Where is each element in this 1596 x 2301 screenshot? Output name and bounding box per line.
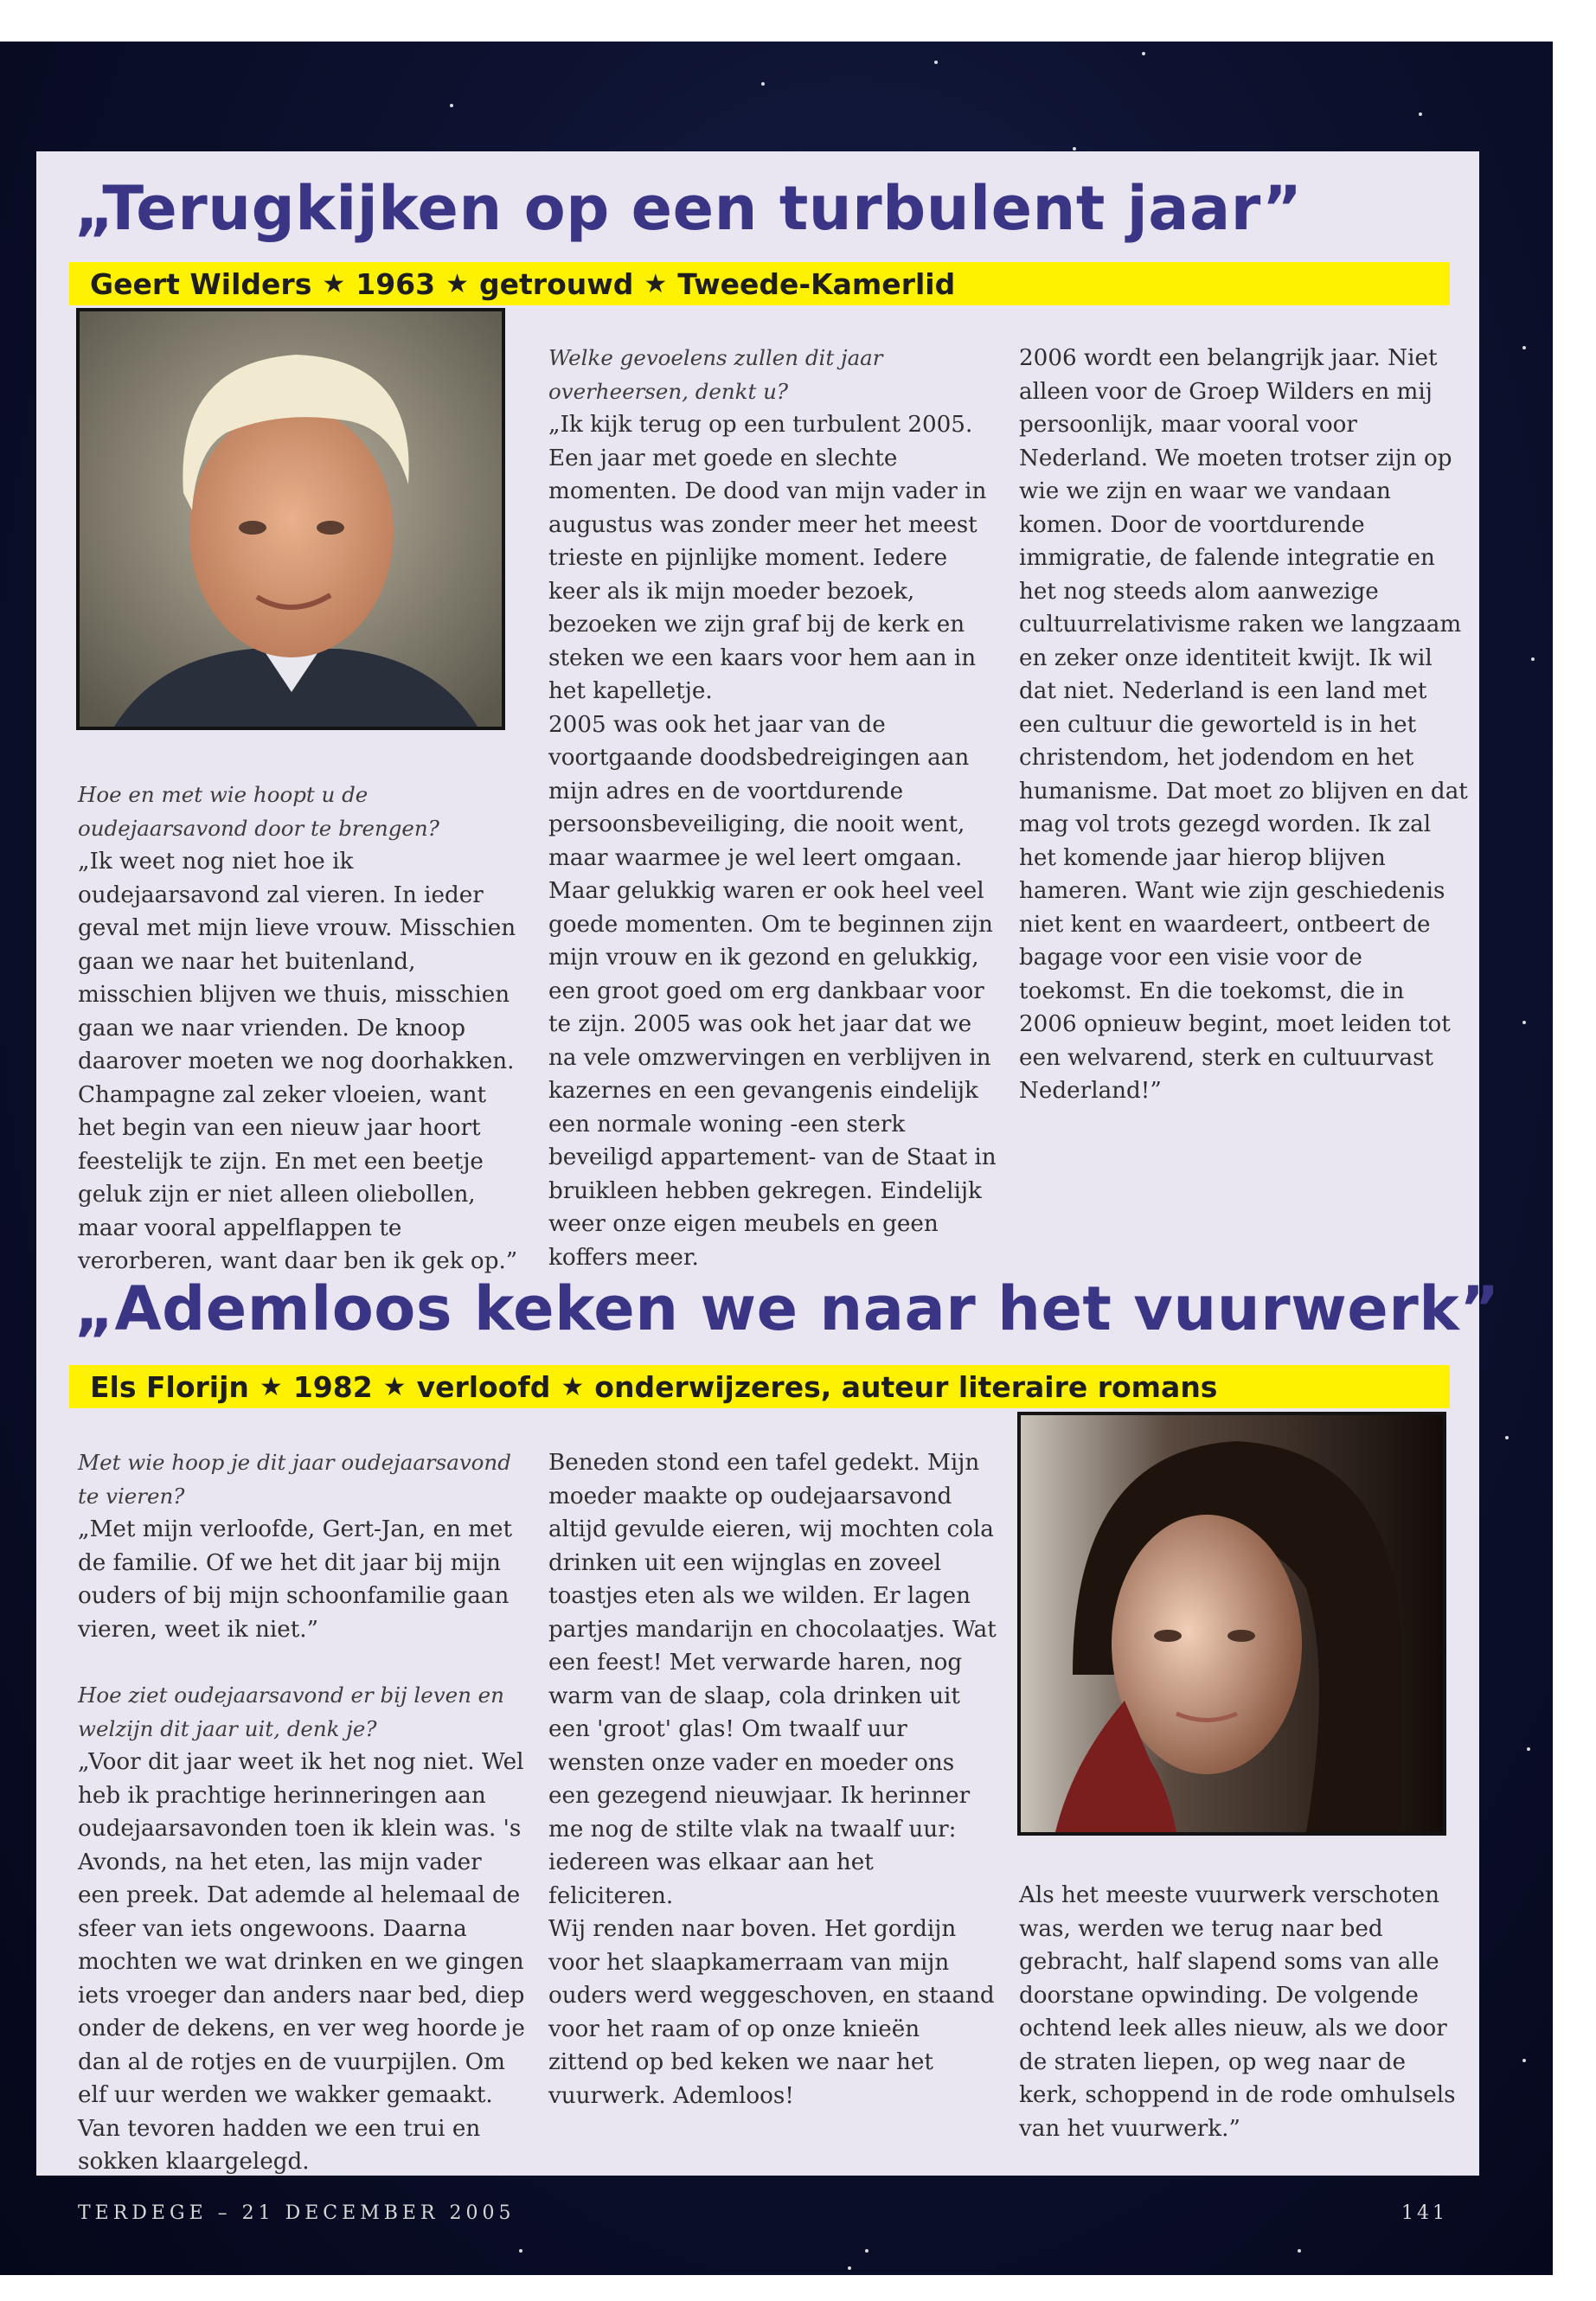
star-dot — [848, 2266, 851, 2270]
interview-question: Hoe ziet oudejaarsavond er bij leven en welzijn dit jaar uit, denk je? — [78, 1682, 504, 1741]
paragraph: Maar gelukkig waren er ook heel veel goede momenten. Om te beginnen zijn mijn vrouw en ik gezond en gelukkig, een groot goed om erg dankbaar voor te zijn. 2005 was ook het jaar dat we na vele omzwervingen en verblijven in kazernes en een gevangenis eindelijk een normale woning -een sterk beveiligd appartement- van de Staat in bruikleen hebben gekregen. Eindelijk weer onze eigen meubels en geen koffers meer. — [548, 878, 997, 1271]
paragraph: „Met mijn verloofde, Gert-Jan, en met de familie. Of we het dit jaar bij mijn ouders of bij mijn schoonfamilie gaan vieren, weet ik niet.” — [78, 1516, 513, 1643]
paragraph: Als het meeste vuurwerk verschoten was, werden we terug naar bed gebracht, half slapend soms van alle doorstane opwinding. De volgende ochtend leek alles nieuw, als we door de straten liepen, op weg naar de kerk, schoppend in de rode omhulsels van het vuurwerk.” — [1019, 1882, 1456, 2142]
star-dot — [1505, 1436, 1509, 1439]
byline-status: verloofd — [416, 1369, 551, 1404]
star-icon: ★ — [445, 268, 470, 299]
interview-question: Met wie hoop je dit jaar oudejaarsavond te vieren? — [78, 1450, 511, 1509]
byline-name: Geert Wilders — [90, 266, 312, 301]
paragraph: „Ik weet nog niet hoe ik oudejaarsavond zal vieren. In ieder geval met mijn lieve vrouw. Misschien gaan we naar het buitenland, misschien blijven we thuis, misschien gaan we naar vrienden. De knoop daarover moeten we nog doorhakken. Champagne zal zeker vloeien, want het begin van een nieuw jaar hoort feestelijk te zijn. En met een beetje geluk zijn er niet alleen oliebollen, maar vooral appelflappen te verorberen, want daar ben ik gek op.” — [78, 849, 518, 1274]
star-dot — [1531, 657, 1535, 661]
paragraph-gap — [78, 1646, 528, 1679]
page-margin — [1553, 0, 1596, 2301]
star-icon: ★ — [561, 1371, 585, 1402]
star-dot — [934, 61, 938, 64]
star-dot — [1419, 112, 1422, 116]
star-dot — [1527, 1747, 1530, 1751]
byline-role: Tweede-Kamerlid — [677, 266, 956, 301]
paragraph: 2006 wordt een belangrijk jaar. Niet alleen voor de Groep Wilders en mij persoonlijk, maar vooral voor Nederland. We moeten trotser zijn op wie we zijn en waar we vandaan komen. Door de voortdurende immigratie, de falende integratie en het nog steeds alom aanwezige cultuurrelativisme raken we langzaam en zeker onze identiteit kwijt. Ik wil dat niet. Nederland is een land met een cultuur die geworteld is in het christendom, het jodendom en het humanisme. Dat moet zo blijven en dat mag vol trots gezegd worden. Ik zal het komende jaar hierop blijven hameren. Want wie zijn geschiedenis niet kent en waardeert, ontbeert de bagage voor een visie voor de toekomst. En die toekomst, die in 2006 opnieuw begint, moet leiden tot een welvarend, sterk en cultuurvast Nederland!” — [1019, 345, 1468, 1104]
star-icon: ★ — [644, 268, 668, 299]
paragraph: „Ik kijk terug op een turbulent 2005. Een jaar met goede en slechte momenten. De dood van mijn vader in augustus was zonder meer het meest trieste en pijnlijke moment. Iedere keer als ik mijn moeder bezoek, bezoeken we zijn graf bij de kerk en steken we een kaars voor hem aan in het kapelletje. — [548, 412, 987, 704]
star-dot — [1142, 52, 1145, 55]
star-dot — [1522, 2059, 1526, 2062]
article2-column-2 — [548, 1446, 998, 2112]
byline-status: getrouwd — [479, 266, 634, 301]
article2-column-3 — [1019, 1879, 1469, 2145]
star-dot — [865, 2249, 869, 2253]
paragraph: Beneden stond een tafel gedekt. Mijn moeder maakte op oudejaarsavond altijd gevulde eieren, wij mochten cola drinken uit een wijnglas en zoveel toastjes eten als we wilden. Er lagen partjes mandarijn en chocolaatjes. Wat een feest! Met verwarde haren, nog warm van de slaap, cola drinken uit een 'groot' glas! Om twaalf uur wensten onze vader en moeder ons een gezegend nieuwjaar. Ik herinner me nog de stilte vlak na twaalf uur: iedereen was elkaar aan het feliciteren. — [548, 1450, 997, 1909]
paragraph: 2005 was ook het jaar van de voortgaande doodsbedreigingen aan mijn adres en de voortdurende persoonsbeveiliging, die nooit went, maar waarmee je wel leert omgaan. — [548, 711, 970, 871]
byline-name: Els Florijn — [90, 1369, 249, 1404]
article1-column-1 — [78, 779, 528, 1279]
star-dot — [1298, 2249, 1301, 2253]
star-dot — [519, 2249, 522, 2253]
star-dot — [450, 104, 453, 107]
star-dot — [761, 82, 765, 86]
paragraph: „Voor dit jaar weet ik het nog niet. Wel heb ik prachtige herinneringen aan oudejaarsavonden toen ik klein was. 's Avonds, na het eten, las mijn vader een preek. Dat ademde al helemaal de sfeer van iets ongewoons. Daarna mochten we wat drinken en we gingen iets vroeger dan anders naar bed, diep onder de dekens, en ver weg hoorde je dan al de rotjes en de vuurpijlen. Om elf uur werden we wakker gemaakt. Van tevoren hadden we een trui en sokken klaargelegd. — [78, 1749, 525, 2175]
star-icon: ★ — [259, 1371, 283, 1402]
byline-role: onderwijzeres, auteur literaire romans — [594, 1369, 1218, 1404]
star-dot — [1522, 1021, 1526, 1024]
byline-year: 1982 — [292, 1369, 373, 1404]
portrait-photo-1 — [76, 308, 505, 730]
article2-column-1 — [78, 1446, 528, 2179]
byline-bar-1 — [69, 262, 1450, 305]
star-icon: ★ — [322, 268, 346, 299]
interview-question: Welke gevoelens zullen dit jaar overheersen, denkt u? — [548, 345, 883, 404]
page-number: 141 — [1401, 2202, 1448, 2224]
article1-column-2 — [548, 342, 998, 1274]
footer-publication: TERDEGE – 21 DECEMBER 2005 — [78, 2202, 516, 2224]
headline-1: „Terugkijken op een turbulent jaar” — [74, 173, 1303, 244]
byline-year: 1963 — [356, 266, 436, 301]
byline-bar-2 — [69, 1365, 1450, 1408]
interview-question: Hoe en met wie hoopt u de oudejaarsavond door te brengen? — [78, 782, 439, 841]
article1-column-3 — [1019, 342, 1469, 1108]
star-icon: ★ — [382, 1371, 407, 1402]
star-dot — [1073, 147, 1076, 151]
paragraph: Wij renden naar boven. Het gordijn voor het slaapkamerraam van mijn ouders werd weggeschoven, en staand voor het raam of op onze knieën zittend op bed keken we naar het vuurwerk. Ademloos! — [548, 1916, 995, 2109]
star-dot — [1522, 346, 1526, 349]
portrait-photo-2 — [1017, 1412, 1446, 1836]
headline-2: „Ademloos keken we naar het vuurwerk” — [74, 1273, 1500, 1344]
